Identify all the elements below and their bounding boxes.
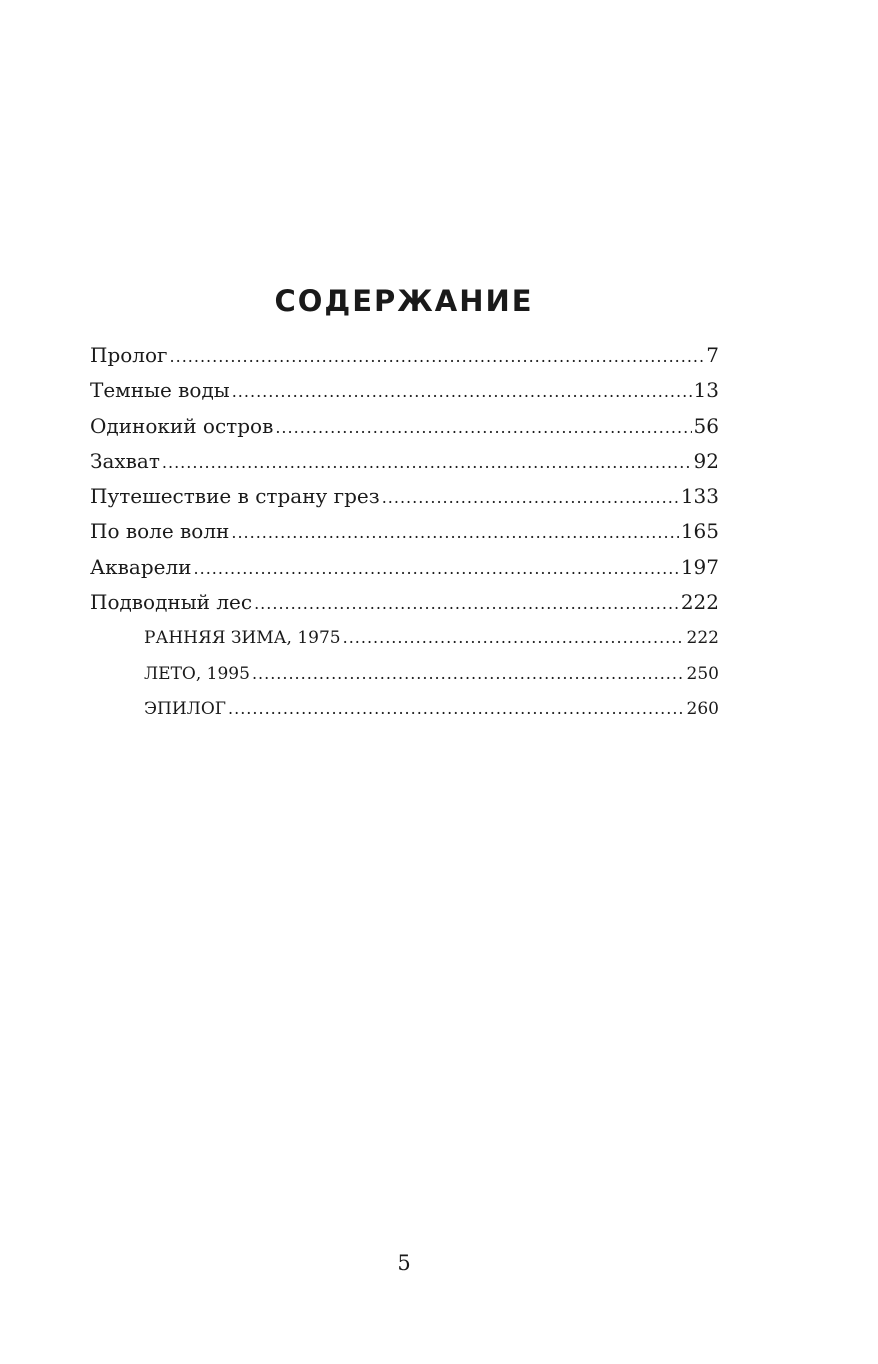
dot-leader (254, 585, 679, 621)
table-of-contents (90, 338, 719, 726)
dot-leader (275, 409, 691, 445)
toc-entry-page: 165 (680, 519, 719, 544)
toc-subentry-title: РАННЯЯ ЗИМА, 1975 (144, 628, 341, 649)
toc-entry[interactable] (90, 444, 719, 479)
toc-subentry-page: 222 (686, 628, 719, 649)
toc-entry-title: Путешествие в страну грез (90, 484, 380, 509)
dot-leader (231, 514, 678, 550)
toc-subentry-title: ЭПИЛОГ (144, 698, 227, 719)
toc-subentry-title: ЛЕТО, 1995 (144, 663, 250, 684)
dot-leader (232, 373, 692, 409)
toc-entry-title: Темные воды (90, 378, 230, 403)
page-number: 5 (397, 1251, 411, 1275)
dot-leader (228, 691, 685, 727)
toc-title: СОДЕРЖАНИЕ (274, 284, 534, 318)
toc-entry-title: Подводный лес (90, 590, 253, 615)
toc-entry-page: 222 (680, 590, 719, 615)
dot-leader (194, 550, 679, 586)
toc-entry[interactable] (90, 338, 719, 373)
toc-entry[interactable] (90, 373, 719, 408)
toc-subentry-page: 260 (686, 698, 719, 719)
toc-entry-page: 197 (680, 554, 719, 579)
toc-entry[interactable] (90, 585, 719, 620)
toc-entry-page: 7 (706, 343, 719, 367)
toc-entry[interactable] (90, 479, 719, 514)
toc-entry-title: По воле волн (90, 519, 230, 544)
dot-leader (343, 620, 685, 656)
toc-entry-page: 133 (680, 484, 719, 509)
dot-leader (252, 656, 685, 692)
toc-entry[interactable] (90, 409, 719, 444)
toc-subentry[interactable] (90, 691, 719, 726)
toc-entry-title: Одинокий остров (90, 413, 274, 438)
toc-entry-page: 92 (693, 448, 719, 473)
toc-entry-title: Захват (90, 448, 160, 473)
toc-subentry-page: 250 (686, 663, 719, 684)
toc-entry-title: Акварели (90, 554, 192, 579)
toc-subentry[interactable] (90, 656, 719, 691)
dot-leader (382, 479, 679, 515)
toc-entry-page: 56 (693, 413, 719, 438)
toc-entry-page: 13 (693, 378, 719, 403)
toc-entry[interactable] (90, 550, 719, 585)
toc-subentry[interactable] (90, 620, 719, 655)
toc-entry[interactable] (90, 514, 719, 549)
dot-leader (170, 338, 705, 374)
toc-entry-title: Пролог (90, 343, 168, 367)
dot-leader (162, 444, 692, 480)
